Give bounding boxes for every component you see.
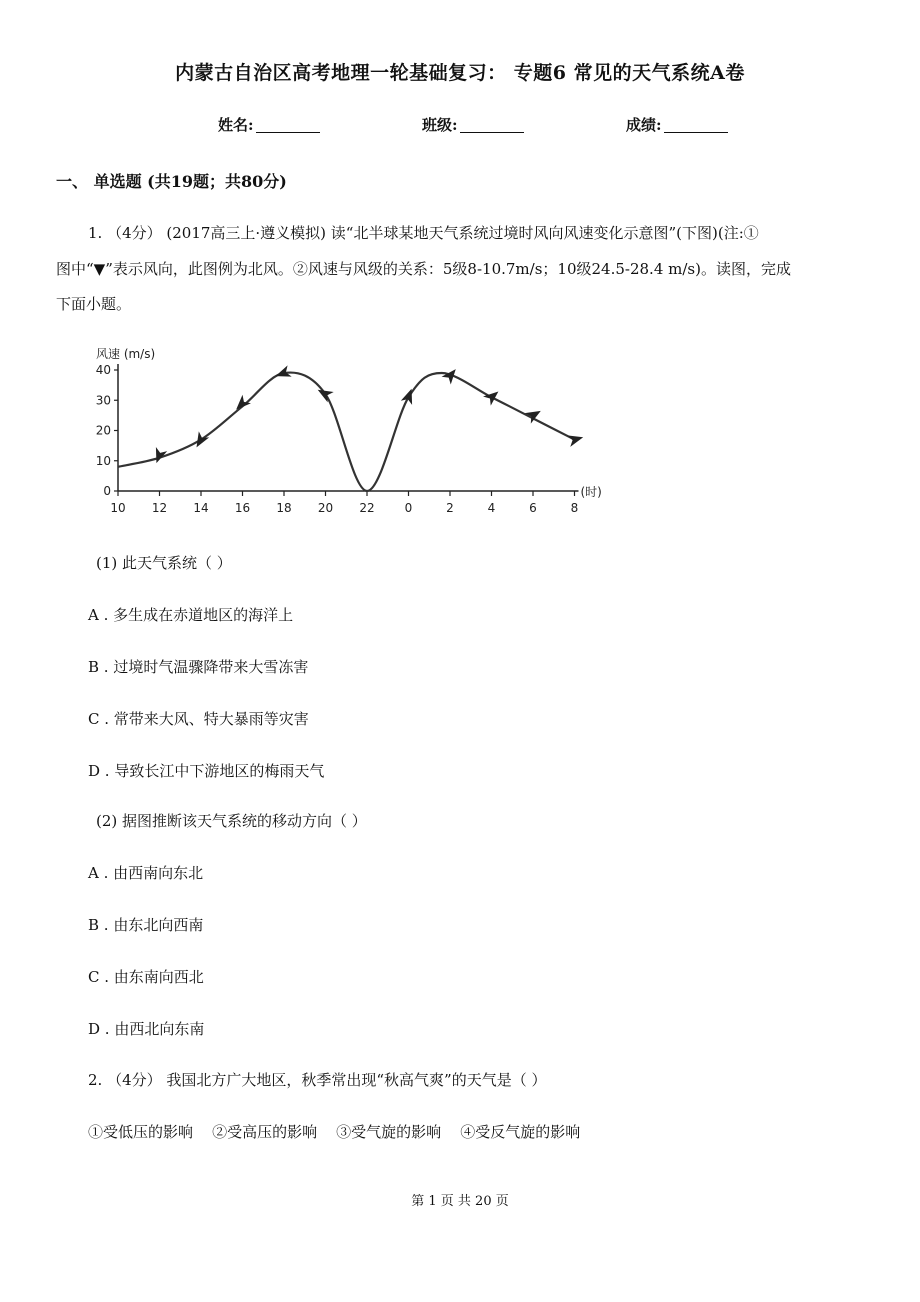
q1-sub1-option-a[interactable]: A . 多生成在赤道地区的海洋上 <box>88 606 294 624</box>
q1-sub2-option-a[interactable]: A . 由西南向东北 <box>88 864 204 882</box>
question-2-choices: ①受低压的影响 ②受高压的影响 ③受气旋的影响 ④受反气旋的影响 <box>88 1123 581 1141</box>
page-title: 内蒙古自治区高考地理一轮基础复习： 专题6 常见的天气系统A卷 <box>175 62 745 84</box>
name-label: 姓名: <box>218 116 254 134</box>
section-heading: 一、 单选题 (共19题；共80分) <box>56 172 287 191</box>
q1-sub2-option-d[interactable]: D . 由西北向东南 <box>88 1020 205 1038</box>
q1-sub1-option-d[interactable]: D . 导致长江中下游地区的梅雨天气 <box>88 762 325 780</box>
y-tick-label: 30 <box>95 393 111 408</box>
y-tick-label: 20 <box>95 423 111 438</box>
wind-marker <box>232 395 251 414</box>
score-blank[interactable] <box>664 118 728 133</box>
score-label: 成绩: <box>626 116 662 134</box>
class-blank[interactable] <box>460 118 524 133</box>
y-tick-label: 0 <box>103 484 111 498</box>
class-field <box>422 114 524 135</box>
wind-arrow-icon <box>567 431 585 446</box>
wind-marker <box>483 387 502 406</box>
x-tick-label: 14 <box>193 501 209 515</box>
x-tick-label: 6 <box>529 501 537 515</box>
name-field <box>218 114 320 135</box>
question-1-sub-1-stem: (1) 此天气系统（ ） <box>96 554 232 572</box>
chart-ticks <box>96 363 579 515</box>
wind-speed-curve <box>118 373 575 491</box>
x-tick-label: 10 <box>110 501 126 515</box>
x-tick-label: 8 <box>570 501 579 515</box>
question-1-line-1: 1. （4分） (2017高三上·遵义模拟) 读“北半球某地天气系统过境时风向风速变化示意图”(下图)(注:① <box>88 224 759 242</box>
question-1-line-3: 下面小题。 <box>56 295 132 313</box>
x-tick-label: 0 <box>404 501 413 515</box>
y-tick-label: 40 <box>95 363 111 377</box>
wind-marker <box>442 365 461 384</box>
wind-markers <box>151 365 585 465</box>
x-tick-label: 4 <box>487 501 496 515</box>
wind-marker <box>567 431 585 446</box>
score-field <box>626 114 728 135</box>
wind-arrow-icon <box>315 385 334 403</box>
wind-marker <box>191 431 209 450</box>
question-2-stem: 2. （4分） 我国北方广大地区，秋季常出现“秋高气爽”的天气是（ ） <box>88 1071 547 1089</box>
page-footer: 第 1 页 共 20 页 <box>411 1194 509 1209</box>
wind-arrow-icon <box>191 431 209 450</box>
chart-axes <box>118 364 579 491</box>
question-1-line-2: 图中“▼”表示风向，此图例为北风。②风速与风级的关系：5级8-10.7m/s；10级24.5-28.4 m/s)。读图，完成 <box>56 260 791 278</box>
x-tick-label: 18 <box>276 501 292 515</box>
x-axis-label: (时) <box>580 485 602 499</box>
y-tick-label: 10 <box>95 453 111 468</box>
x-tick-label: 2 <box>446 501 454 515</box>
x-tick-label: 12 <box>151 501 168 515</box>
x-tick-label: 20 <box>317 501 334 515</box>
class-label: 班级: <box>422 116 458 134</box>
q1-sub2-option-c[interactable]: C . 由东南向西北 <box>88 968 204 986</box>
question-1-sub-2-stem: (2) 据图推断该天气系统的移动方向（ ） <box>96 812 367 830</box>
wind-arrow-icon <box>232 395 251 414</box>
q1-sub2-option-b[interactable]: B . 由东北向西南 <box>88 916 204 934</box>
wind-arrow-icon <box>483 387 502 406</box>
q1-sub1-option-c[interactable]: C . 常带来大风、特大暴雨等灾害 <box>88 710 309 728</box>
x-tick-label: 22 <box>359 501 375 515</box>
wind-marker <box>315 385 334 403</box>
x-tick-label: 16 <box>234 501 251 515</box>
name-blank[interactable] <box>256 118 320 133</box>
wind-arrow-icon <box>442 365 461 384</box>
wind-speed-chart <box>88 342 628 522</box>
q1-sub1-option-b[interactable]: B . 过境时气温骤降带来大雪冻害 <box>88 658 309 676</box>
y-axis-label: 风速 (m/s) <box>96 347 156 361</box>
